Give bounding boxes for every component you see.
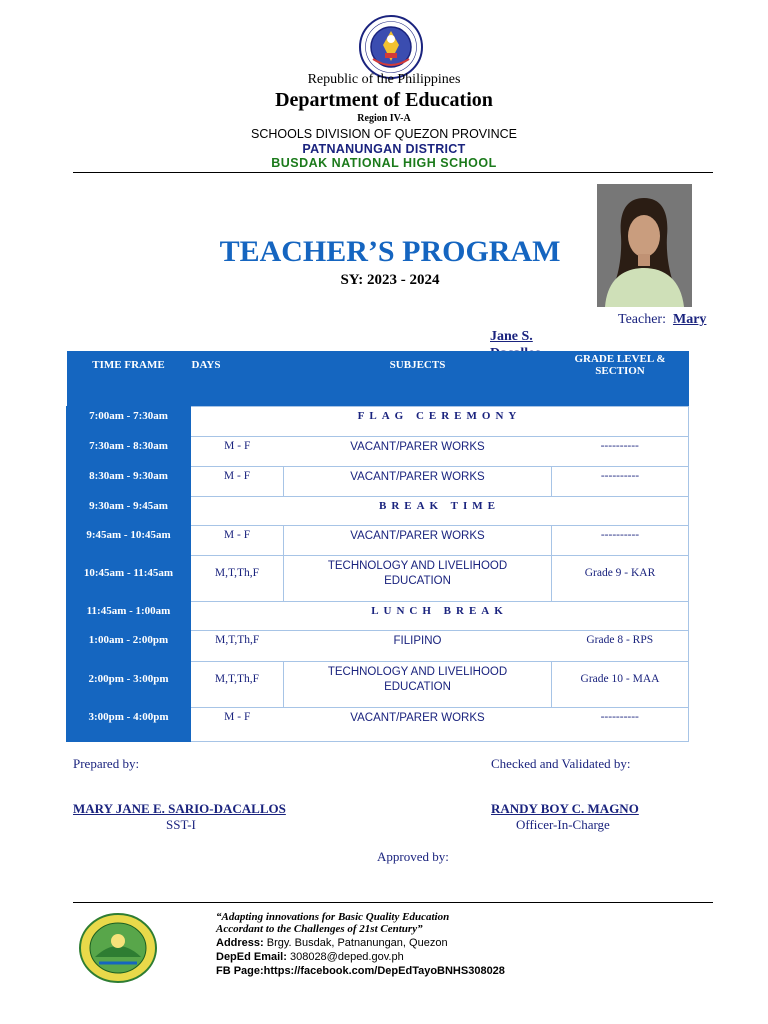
subject-cell: VACANT/PARER WORKS: [284, 437, 552, 467]
time-cell: 10:45am - 11:45am: [67, 556, 191, 602]
school-motto: [216, 911, 449, 935]
days-cell: M - F: [191, 526, 284, 556]
days-cell: M - F: [191, 467, 284, 497]
time-cell: 9:30am - 9:45am: [67, 497, 191, 526]
section-cell: ----------: [552, 708, 689, 742]
section-cell: ----------: [552, 467, 689, 497]
time-cell: 7:00am - 7:30am: [67, 407, 191, 437]
republic-heading: Republic of the Philippines: [307, 72, 461, 87]
table-row: [67, 467, 689, 497]
section-cell: Grade 10 - MAA: [552, 662, 689, 708]
checked-by-name: RANDY BOY C. MAGNO: [491, 801, 639, 816]
subject-cell: VACANT/PARER WORKS: [284, 467, 552, 497]
address-label: Address:: [216, 937, 264, 949]
region-heading: Region IV-A: [357, 113, 411, 124]
district-heading: PATNANUNGAN DISTRICT: [302, 142, 466, 156]
time-cell: 2:00pm - 3:00pm: [67, 662, 191, 708]
event-cell: BREAK TIME: [191, 497, 689, 526]
fb-page-line: FB Page:https://facebook.com/DepEdTayoBNHS308028: [216, 965, 505, 977]
teacher-name-first: Mary Jane S.: [490, 312, 707, 344]
teacher-label: Teacher:: [618, 312, 666, 327]
table-row: [67, 556, 689, 602]
days-cell: M,T,Th,F: [191, 556, 284, 602]
email-line: [216, 951, 404, 963]
days-cell: M,T,Th,F: [191, 631, 284, 662]
motto-line-2: Accordant to the Challenges of 21st Century”: [216, 923, 423, 935]
table-row: [67, 708, 689, 742]
address-value: Brgy. Busdak, Patnanungan, Quezon: [266, 937, 448, 949]
school-seal-logo: [79, 913, 157, 983]
deped-seal-logo: [359, 15, 423, 79]
time-cell: 11:45am - 1:00am: [67, 602, 191, 631]
table-row: [67, 662, 689, 708]
col-header-time: TIME FRAME: [67, 351, 191, 407]
time-cell: 7:30am - 8:30am: [67, 437, 191, 467]
prepared-by-name: MARY JANE E. SARIO-DACALLOS: [73, 801, 286, 816]
time-cell: 1:00am - 2:00pm: [67, 631, 191, 662]
table-row: [67, 497, 689, 526]
section-cell: Grade 9 - KAR: [552, 556, 689, 602]
col-header-subjects: SUBJECTS: [284, 351, 552, 407]
subject-cell: FILIPINO: [284, 631, 552, 662]
section-cell: Grade 8 - RPS: [552, 631, 689, 662]
approved-by-label: Approved by:: [377, 849, 449, 864]
checked-by-position: Officer-In-Charge: [516, 817, 610, 832]
footer-divider: [73, 902, 713, 903]
section-cell: ----------: [552, 437, 689, 467]
col-header-section: GRADE LEVEL & SECTION: [552, 351, 689, 407]
table-row: [67, 526, 689, 556]
days-cell: M - F: [191, 437, 284, 467]
school-year: SY: 2023 - 2024: [340, 272, 440, 288]
checked-by-label: Checked and Validated by:: [491, 756, 631, 771]
time-cell: 9:45am - 10:45am: [67, 526, 191, 556]
section-cell: ----------: [552, 526, 689, 556]
table-row: [67, 602, 689, 631]
table-row: [67, 631, 689, 662]
time-cell: 3:00pm - 4:00pm: [67, 708, 191, 742]
event-cell: LUNCH BREAK: [191, 602, 689, 631]
subject-cell: VACANT/PARER WORKS: [284, 708, 552, 742]
table-row: [67, 437, 689, 467]
col-header-days: DAYS: [191, 351, 284, 407]
motto-line-1: “Adapting innovations for Basic Quality Education: [216, 911, 450, 923]
days-cell: M - F: [191, 708, 284, 742]
event-cell: FLAG CEREMONY: [191, 407, 689, 437]
subject-cell: TECHNOLOGY AND LIVELIHOOD EDUCATION: [284, 662, 552, 708]
table-header-row: [67, 351, 689, 407]
header-divider: [73, 172, 713, 173]
table-row: [67, 407, 689, 437]
department-heading: Department of Education: [275, 89, 493, 111]
email-label: DepEd Email:: [216, 951, 287, 963]
time-cell: 8:30am - 9:30am: [67, 467, 191, 497]
subject-cell: VACANT/PARER WORKS: [284, 526, 552, 556]
prepared-by-label: Prepared by:: [73, 756, 140, 771]
division-heading: SCHOOLS DIVISION OF QUEZON PROVINCE: [250, 127, 517, 141]
school-heading: BUSDAK NATIONAL HIGH SCHOOL: [271, 156, 497, 170]
email-value: 308028@deped.gov.ph: [289, 951, 404, 963]
teacher-photo: [597, 184, 692, 307]
prepared-by-position: SST-I: [166, 817, 196, 832]
page-title: TEACHER’S PROGRAM: [219, 235, 561, 268]
schedule-table: [66, 351, 689, 742]
days-cell: M,T,Th,F: [191, 662, 284, 708]
address-line: [216, 937, 448, 949]
subject-cell: TECHNOLOGY AND LIVELIHOOD EDUCATION: [284, 556, 552, 602]
